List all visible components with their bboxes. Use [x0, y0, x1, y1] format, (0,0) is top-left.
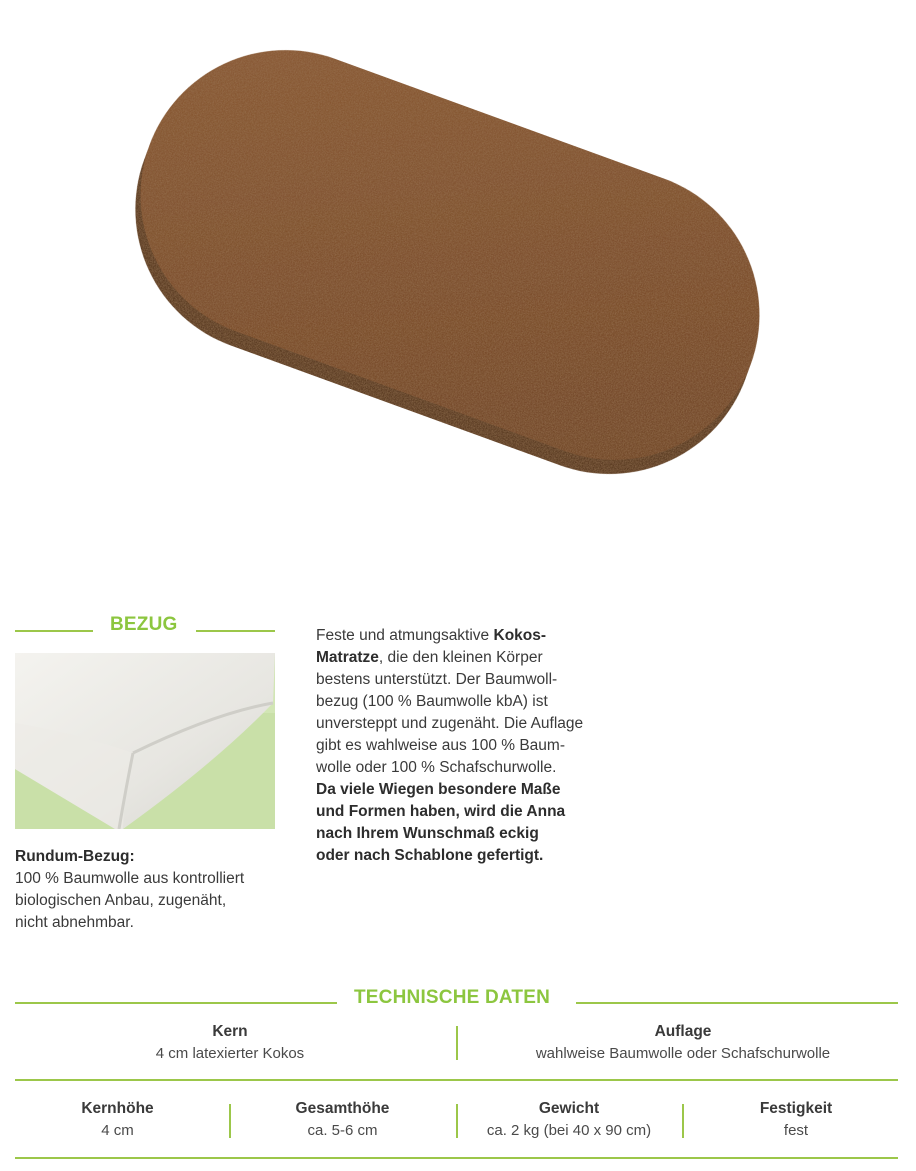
desc-text: bezug (100 % Baumwolle kbA) ist	[316, 693, 548, 710]
tech-cell-kern	[15, 1021, 445, 1065]
tech-heading: TECHNISCHE DATEN	[354, 987, 551, 1008]
desc-text: bestens unterstützt. Der Baumwoll-	[316, 671, 558, 688]
tech-value: fest	[783, 1122, 809, 1139]
tech-value: 4 cm latexierter Kokos	[155, 1045, 305, 1062]
desc-text: , die den kleinen Körper	[378, 649, 543, 666]
tech-value: wahlweise Baumwolle oder Schafschurwolle	[535, 1045, 831, 1062]
cover-caption-line: 100 % Baumwolle aus kontrolliert	[15, 870, 245, 887]
product-description	[316, 625, 606, 867]
tech-cell-festigkeit	[694, 1098, 898, 1142]
tech-label: Gesamthöhe	[295, 1100, 390, 1117]
desc-bold: und Formen haben, wird die Anna	[316, 803, 566, 820]
tech-divider	[682, 1104, 684, 1138]
desc-text: unversteppt und zugenäht. Die Auflage	[316, 715, 584, 732]
bezug-heading: BEZUG	[110, 614, 178, 635]
tech-rule-left	[15, 1002, 337, 1004]
tech-divider	[456, 1026, 458, 1060]
tech-value: ca. 5-6 cm	[307, 1122, 378, 1139]
tech-value: ca. 2 kg (bei 40 x 90 cm)	[486, 1122, 652, 1139]
tech-cell-auflage	[468, 1021, 898, 1065]
desc-bold: Matratze	[316, 649, 379, 666]
tech-label: Kernhöhe	[81, 1100, 154, 1117]
tech-cell-kernhoehe	[15, 1098, 220, 1142]
tech-label: Festigkeit	[759, 1100, 833, 1117]
tech-row-rule	[15, 1079, 898, 1081]
tech-cell-gewicht	[466, 1098, 672, 1142]
cover-caption-line: nicht abnehmbar.	[15, 914, 134, 931]
desc-bold: nach Ihrem Wunschmaß eckig	[316, 825, 539, 842]
tech-divider	[456, 1104, 458, 1138]
tech-label: Gewicht	[538, 1100, 600, 1117]
tech-value: 4 cm	[101, 1122, 134, 1139]
desc-text: gibt es wahlweise aus 100 % Baum-	[316, 737, 565, 754]
desc-bold: Kokos-	[493, 627, 547, 644]
bezug-rule-right	[196, 630, 275, 632]
cover-fabric-image	[15, 653, 275, 829]
tech-label: Auflage	[654, 1023, 712, 1040]
desc-text: Feste und atmungsaktive	[316, 627, 494, 644]
cover-caption-title: Rundum-Bezug:	[15, 848, 135, 865]
cover-caption-line: biologischen Anbau, zugenäht,	[15, 892, 227, 909]
desc-bold: oder nach Schablone gefertigt.	[316, 847, 544, 864]
tech-cell-gesamthoehe	[240, 1098, 445, 1142]
cover-caption	[15, 846, 285, 934]
bezug-rule-left	[15, 630, 93, 632]
tech-label: Kern	[212, 1023, 248, 1040]
tech-bottom-rule	[15, 1157, 898, 1159]
desc-bold: Da viele Wiegen besondere Maße	[316, 781, 561, 798]
desc-text: wolle oder 100 % Schafschurwolle.	[316, 759, 557, 776]
tech-divider	[229, 1104, 231, 1138]
tech-rule-right	[576, 1002, 898, 1004]
coconut-mattress-image	[90, 30, 810, 480]
